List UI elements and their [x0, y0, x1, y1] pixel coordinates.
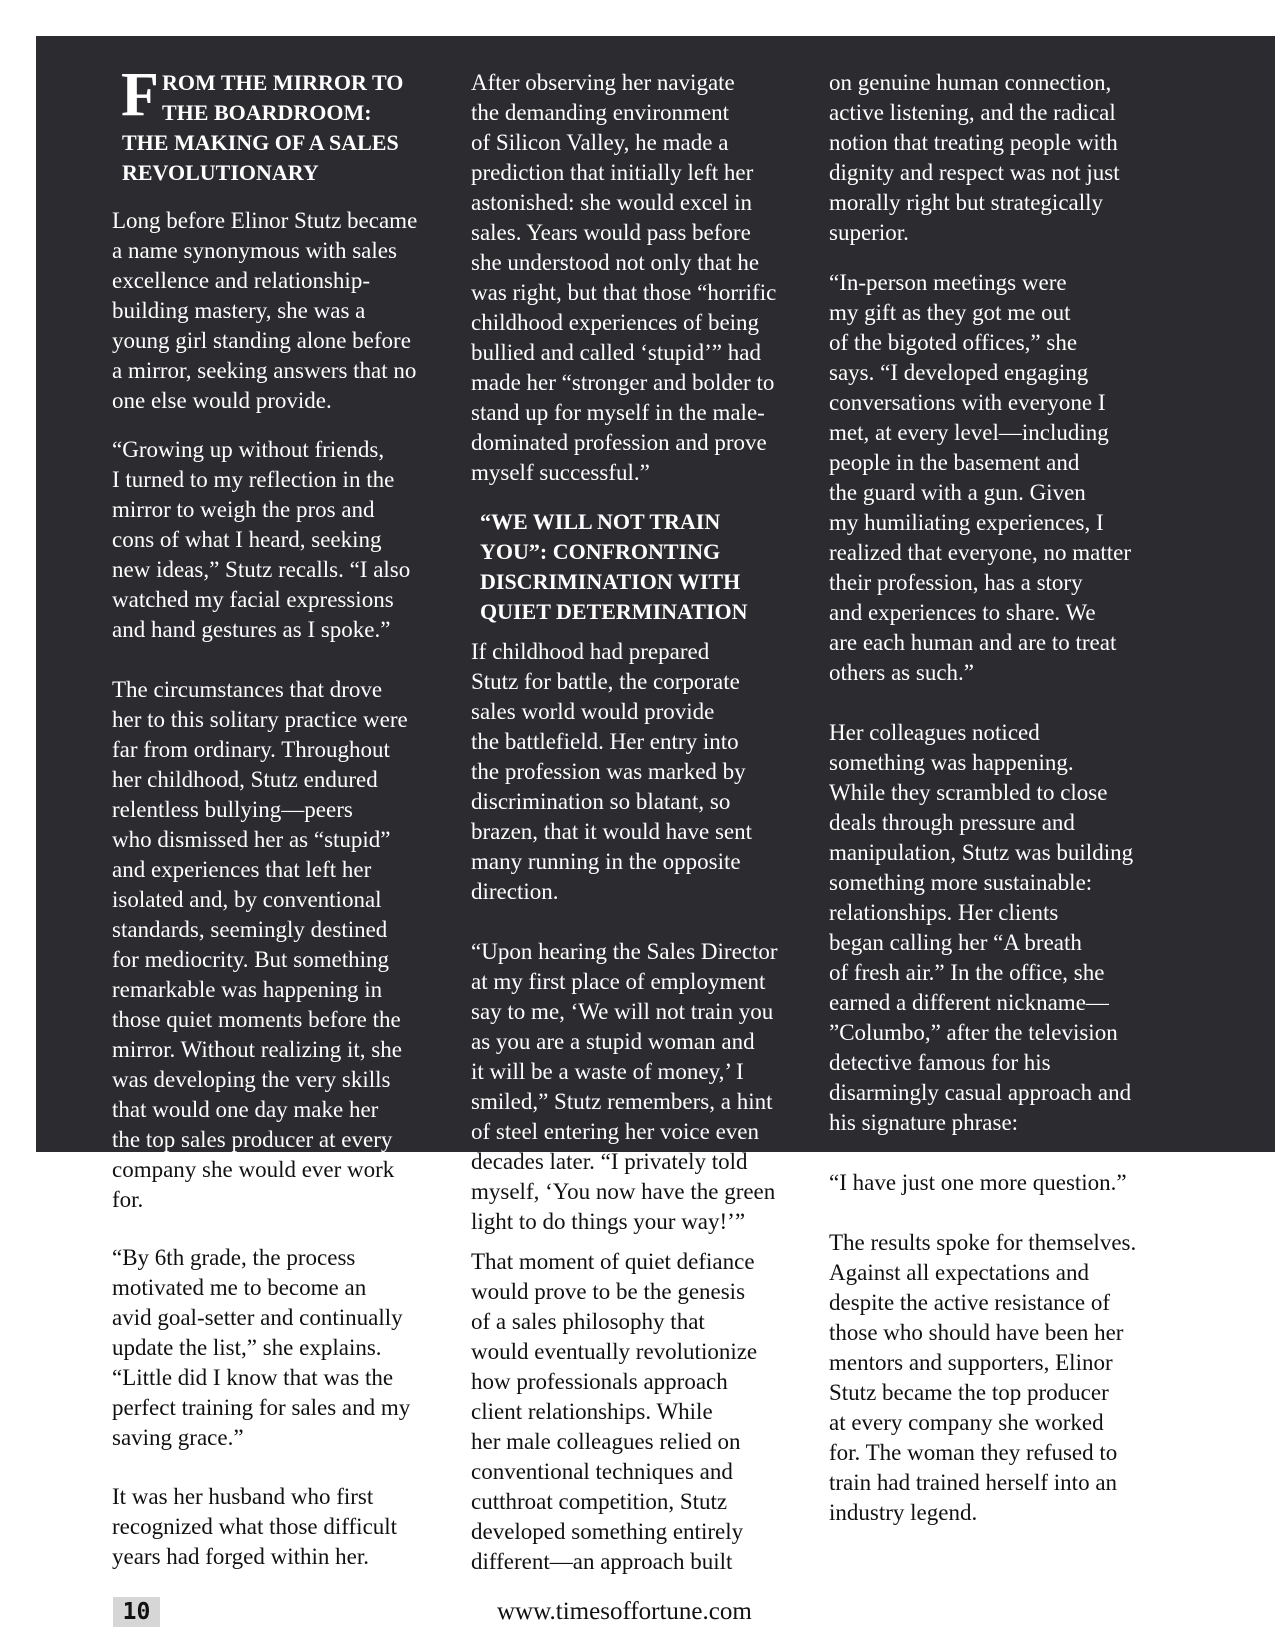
col3-line: something more sustainable:	[829, 870, 1093, 895]
col1-line: the top sales producer at every	[112, 1127, 393, 1152]
col2-line: myself successful.”	[471, 460, 650, 485]
col1-line: those quiet moments before the	[112, 1007, 401, 1032]
col1-line: isolated and, by conventional	[112, 887, 382, 912]
col2b-line: would eventually revolutionize	[471, 1339, 758, 1364]
col2-line: bullied and called ‘stupid’” had	[471, 340, 761, 365]
col1-line: perfect training for sales and my	[112, 1395, 411, 1420]
col2b-line: developed something entirely	[471, 1519, 744, 1544]
col2b-line: conventional techniques and	[471, 1459, 733, 1484]
col1-line: that would one day make her	[112, 1097, 379, 1122]
col2b-line: of steel entering her voice even	[471, 1119, 760, 1144]
col2b-line: That moment of quiet defiance	[471, 1249, 755, 1274]
col1-line: and hand gestures as I spoke.”	[112, 617, 391, 642]
footer-url: www.timesoffortune.com	[497, 1598, 752, 1625]
col1-line: for mediocrity. But something	[112, 947, 390, 972]
col1-line: “By 6th grade, the process	[112, 1245, 356, 1270]
col3-line: detective famous for his	[829, 1050, 1051, 1075]
col3-line: his signature phrase:	[829, 1110, 1019, 1135]
col3-line: deals through pressure and	[829, 810, 1075, 835]
col3-line: began calling her “A breath	[829, 930, 1082, 955]
col1-line: one else would provide.	[112, 388, 332, 413]
col2-line: of Silicon Valley, he made a	[471, 130, 729, 155]
col2b-line: the profession was marked by	[471, 759, 746, 784]
col3-line: earned a different nickname—	[829, 990, 1109, 1015]
col2-line: sales. Years would pass before	[471, 220, 751, 245]
col3-line: Against all expectations and	[829, 1260, 1089, 1285]
col2b-line: say to me, ‘We will not train you	[471, 999, 774, 1024]
col3-line: “I have just one more question.”	[829, 1170, 1127, 1195]
col3-line: While they scrambled to close	[829, 780, 1108, 805]
col1-line: who dismissed her as “stupid”	[112, 827, 391, 852]
col3-line: morally right but strategically	[829, 190, 1104, 215]
col2b-line: many running in the opposite	[471, 849, 741, 874]
col2-line: the demanding environment	[471, 100, 730, 125]
page-number: 10	[113, 1597, 160, 1627]
col1-line: her to this solitary practice were	[112, 707, 408, 732]
col2b-line: smiled,” Stutz remembers, a hint	[471, 1089, 773, 1114]
col3-line: The results spoke for themselves.	[829, 1230, 1137, 1255]
col1-line: I turned to my reflection in the	[112, 467, 395, 492]
subhead-line: “WE WILL NOT TRAIN	[480, 509, 721, 534]
subhead-line: QUIET DETERMINATION	[480, 599, 748, 624]
col3-line: my humiliating experiences, I	[829, 510, 1104, 535]
col1-line: building mastery, she was a	[112, 298, 366, 323]
col3-line: Her colleagues noticed	[829, 720, 1040, 745]
col1-line: company she would ever work	[112, 1157, 395, 1182]
col2b-line: as you are a stupid woman and	[471, 1029, 755, 1054]
col2-line: After observing her navigate	[471, 70, 735, 95]
col2b-line: sales world would provide	[471, 699, 715, 724]
col3-line: disarmingly casual approach and	[829, 1080, 1132, 1105]
col3-line: and experiences to share. We	[829, 600, 1096, 625]
col2-line: she understood not only that he	[471, 250, 760, 275]
col3-line: conversations with everyone I	[829, 390, 1106, 415]
col2-line: stand up for myself in the male-	[471, 400, 765, 425]
col1-line: motivated me to become an	[112, 1275, 367, 1300]
col3-line: of the bigoted offices,” she	[829, 330, 1078, 355]
col3-line: their profession, has a story	[829, 570, 1083, 595]
col3-line: train had trained herself into an	[829, 1470, 1118, 1495]
col2-line: dominated profession and prove	[471, 430, 767, 455]
col3-line: industry legend.	[829, 1500, 978, 1525]
col3-line: realized that everyone, no matter	[829, 540, 1132, 565]
col2b-line: myself, ‘You now have the green	[471, 1179, 776, 1204]
col3-line: despite the active resistance of	[829, 1290, 1110, 1315]
col3-line: for. The woman they refused to	[829, 1440, 1118, 1465]
col3-line: on genuine human connection,	[829, 70, 1112, 95]
col2b-line: different—an approach built	[471, 1549, 733, 1574]
col3-line: says. “I developed engaging	[829, 360, 1089, 385]
col2b-line: the battlefield. Her entry into	[471, 729, 739, 754]
col1-line: relentless bullying—peers	[112, 797, 353, 822]
col2b-line: would prove to be the genesis	[471, 1279, 746, 1304]
col1-line: saving grace.”	[112, 1425, 244, 1450]
col1-line: recognized what those difficult	[112, 1514, 398, 1539]
col1-line: and experiences that left her	[112, 857, 372, 882]
col3-line: mentors and supporters, Elinor	[829, 1350, 1113, 1375]
title-dropcap: F	[121, 61, 159, 129]
col3-line: people in the basement and	[829, 450, 1080, 475]
col3-line: others as such.”	[829, 660, 974, 685]
col1-line: a mirror, seeking answers that no	[112, 358, 417, 383]
col3-line: “In-person meetings were	[829, 270, 1067, 295]
col3-line: relationships. Her clients	[829, 900, 1059, 925]
col2b-line: decades later. “I privately told	[471, 1149, 748, 1174]
subhead-line: DISCRIMINATION WITH	[480, 569, 741, 594]
col1-line: remarkable was happening in	[112, 977, 383, 1002]
col2-line: astonished: she would excel in	[471, 190, 753, 215]
title-block-line: THE BOARDROOM:	[162, 100, 372, 125]
col3-line: something was happening.	[829, 750, 1074, 775]
divider-line	[471, 1144, 807, 1146]
col3-line: dignity and respect was not just	[829, 160, 1120, 185]
col2b-line: If childhood had prepared	[471, 639, 710, 664]
title-block-line: ROM THE MIRROR TO	[162, 70, 404, 95]
col1-line: years had forged within her.	[112, 1544, 369, 1569]
col2b-line: how professionals approach	[471, 1369, 728, 1394]
col3-line: met, at every level—including	[829, 420, 1109, 445]
col3-line: my gift as they got me out	[829, 300, 1071, 325]
col2b-line: her male colleagues relied on	[471, 1429, 741, 1454]
col2b-line: of a sales philosophy that	[471, 1309, 705, 1334]
col2b-line: it will be a waste of money,’ I	[471, 1059, 744, 1084]
col3-line: manipulation, Stutz was building	[829, 840, 1134, 865]
col1-line: It was her husband who first	[112, 1484, 374, 1509]
col1-line: far from ordinary. Throughout	[112, 737, 390, 762]
col1-line: Long before Elinor Stutz became	[112, 208, 418, 233]
col1-line: was developing the very skills	[112, 1067, 391, 1092]
col1-line: for.	[112, 1187, 144, 1212]
col1-line: mirror to weigh the pros and	[112, 497, 375, 522]
col3-line: of fresh air.” In the office, she	[829, 960, 1105, 985]
col2b-line: Stutz for battle, the corporate	[471, 669, 740, 694]
title-block-line: THE MAKING OF A SALES	[122, 130, 399, 155]
col3-line: at every company she worked	[829, 1410, 1104, 1435]
col2b-line: brazen, that it would have sent	[471, 819, 753, 844]
col1-line: watched my facial expressions	[112, 587, 394, 612]
col3-line: notion that treating people with	[829, 130, 1118, 155]
title-block-line: REVOLUTIONARY	[122, 160, 319, 185]
col3-line: are each human and are to treat	[829, 630, 1117, 655]
col2b-line: client relationships. While	[471, 1399, 713, 1424]
col3-line: superior.	[829, 220, 909, 245]
col1-line: new ideas,” Stutz recalls. “I also	[112, 557, 411, 582]
col2b-line: cutthroat competition, Stutz	[471, 1489, 728, 1514]
col2-line: was right, but that those “horrific	[471, 280, 777, 305]
col1-line: a name synonymous with sales	[112, 238, 397, 263]
col2b-line: direction.	[471, 879, 559, 904]
col2b-line: “Upon hearing the Sales Director	[471, 939, 778, 964]
col3-line: those who should have been her	[829, 1320, 1124, 1345]
col3-line: active listening, and the radical	[829, 100, 1116, 125]
col2b-line: at my first place of employment	[471, 969, 766, 994]
col1-line: cons of what I heard, seeking	[112, 527, 382, 552]
col2-line: prediction that initially left her	[471, 160, 754, 185]
col2b-line: discrimination so blatant, so	[471, 789, 731, 814]
col1-line: young girl standing alone before	[112, 328, 411, 353]
col1-line: “Little did I know that was the	[112, 1365, 394, 1390]
col1-line: update the list,” she explains.	[112, 1335, 382, 1360]
col1-line: avid goal-setter and continually	[112, 1305, 403, 1330]
col3-line: ”Columbo,” after the television	[829, 1020, 1118, 1045]
col1-line: standards, seemingly destined	[112, 917, 388, 942]
col3-line: the guard with a gun. Given	[829, 480, 1086, 505]
col1-line: mirror. Without realizing it, she	[112, 1037, 402, 1062]
col1-line: her childhood, Stutz endured	[112, 767, 378, 792]
subhead-line: YOU”: CONFRONTING	[480, 539, 721, 564]
col3-line: Stutz became the top producer	[829, 1380, 1109, 1405]
col2-line: childhood experiences of being	[471, 310, 760, 335]
col1-line: “Growing up without friends,	[112, 437, 385, 462]
col1-line: excellence and relationship-	[112, 268, 370, 293]
col1-line: The circumstances that drove	[112, 677, 383, 702]
col2-line: made her “stronger and bolder to	[471, 370, 775, 395]
col2b-line: light to do things your way!’”	[471, 1209, 746, 1234]
